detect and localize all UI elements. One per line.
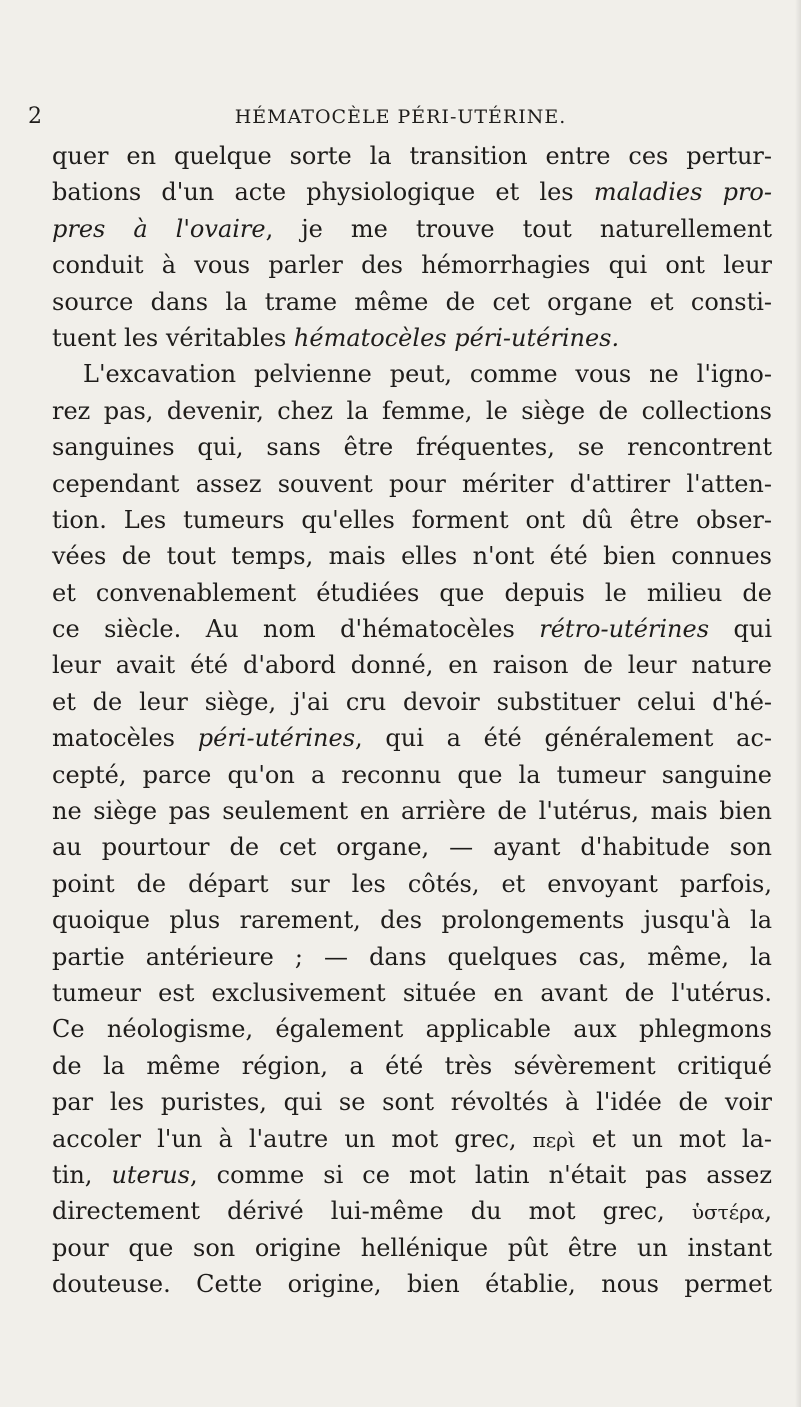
- text-line: [52, 429, 772, 465]
- text-line: [52, 138, 772, 174]
- text-line: [52, 538, 772, 574]
- text-line: [52, 1230, 772, 1266]
- text-span: rez pas, devenir, chez la femme, le siège de collections: [52, 396, 772, 425]
- text-span: point de départ sur les côtés, et envoyant parfois,: [52, 869, 772, 898]
- text-span: qui: [709, 615, 773, 644]
- text-span: , comme si ce mot latin n'était pas assez: [190, 1160, 772, 1189]
- text-span: directement dérivé lui-même du mot grec,: [52, 1197, 692, 1226]
- text-span: ce siècle. Au nom d'hématocèles: [52, 615, 540, 644]
- text-line: [52, 284, 772, 320]
- italic-span: uterus: [111, 1160, 190, 1189]
- text-line: [52, 174, 772, 210]
- text-span: Ce néologisme, également applicable aux phlegmons: [52, 1015, 772, 1044]
- text-line: [52, 211, 772, 247]
- text-span: ,: [764, 1197, 772, 1226]
- italic-span: péri-utérines: [197, 724, 356, 753]
- text-span: douteuse. Cette origine, bien établie, nous permet: [52, 1270, 772, 1299]
- text-line: [52, 1266, 772, 1302]
- text-span: au pourtour de cet organe, — ayant d'habitude son: [52, 833, 772, 862]
- running-title: HÉMATOCÈLE PÉRI-UTÉRINE.: [234, 106, 567, 128]
- text-span: quer en quelque sorte la transition entre ces pertur-: [52, 142, 772, 170]
- page-edge-shadow: [795, 0, 801, 1407]
- text-span: , qui a été généralement ac-: [355, 724, 772, 753]
- text-span: cepté, parce qu'on a reconnu que la tumeur sanguine: [52, 760, 772, 789]
- text-line: [52, 247, 772, 283]
- text-span: sanguines qui, sans être fréquentes, se rencontrent: [52, 433, 772, 462]
- text-line: [52, 320, 772, 356]
- text-span: accoler l'un à l'autre un mot grec,: [52, 1124, 533, 1153]
- text-line: [52, 393, 772, 429]
- text-line: [52, 866, 772, 902]
- text-line: [52, 1011, 772, 1047]
- text-span: par les puristes, qui se sont révoltés à l'idée de voir: [52, 1088, 772, 1117]
- text-line: [52, 939, 772, 975]
- italic-span: hématocèles péri-utérines.: [293, 323, 620, 352]
- body-text: [52, 138, 772, 1303]
- text-span: L'excavation pelvienne peut, comme vous ne l'igno-: [83, 360, 772, 389]
- text-span: source dans la trame même de cet organe et consti-: [52, 287, 772, 316]
- text-span: vées de tout temps, mais elles n'ont été bien connues: [52, 542, 772, 571]
- text-span: et convenablement étudiées que depuis le milieu de: [52, 578, 772, 607]
- text-span: pour que son origine hellénique pût être un instant: [52, 1233, 772, 1262]
- text-line: [52, 647, 772, 683]
- text-span: cependant assez souvent pour mériter d'attirer l'atten-: [52, 469, 772, 498]
- italic-span: maladies pro-: [593, 178, 772, 207]
- text-line: [52, 902, 772, 938]
- text-span: tuent les véritables: [52, 323, 294, 352]
- text-line: [52, 975, 772, 1011]
- text-line: [52, 720, 772, 756]
- text-line: [52, 1121, 772, 1157]
- text-span: de la même région, a été très sévèrement critiqué: [52, 1051, 772, 1080]
- text-span: ne siège pas seulement en arrière de l'utérus, mais bien: [52, 797, 772, 826]
- text-span: tumeur est exclusivement située en avant de l'utérus.: [52, 978, 772, 1007]
- page-number: 2: [28, 104, 43, 129]
- text-span: leur avait été d'abord donné, en raison de leur nature: [52, 651, 772, 680]
- text-line: [52, 356, 772, 392]
- text-span: matocèles: [52, 724, 198, 753]
- text-line: [52, 1193, 772, 1229]
- text-line: [52, 757, 772, 793]
- text-span: tion. Les tumeurs qu'elles forment ont dû être obser-: [52, 505, 772, 534]
- text-span: tin,: [52, 1160, 112, 1189]
- text-line: [52, 1084, 772, 1120]
- text-line: [52, 793, 772, 829]
- text-span: quoique plus rarement, des prolongements jusqu'à la: [52, 906, 772, 935]
- text-span: et un mot la-: [575, 1124, 772, 1153]
- text-line: [52, 466, 772, 502]
- greek-span: ὑστέρα: [691, 1200, 765, 1225]
- text-span: , je me trouve tout naturellement: [265, 214, 772, 243]
- text-span: et de leur siège, j'ai cru devoir substituer celui d'hé-: [52, 687, 772, 716]
- text-line: [52, 1048, 772, 1084]
- greek-span: περὶ: [532, 1127, 576, 1152]
- text-line: [52, 575, 772, 611]
- text-span: partie antérieure ; — dans quelques cas, même, la: [52, 942, 772, 971]
- italic-span: rétro-utérines: [539, 615, 710, 644]
- text-line: [52, 829, 772, 865]
- text-line: [52, 502, 772, 538]
- italic-span: pres à l'ovaire: [52, 214, 266, 243]
- text-span: conduit à vous parler des hémorrhagies qui ont leur: [52, 251, 772, 280]
- text-span: bations d'un acte physiologique et les: [52, 178, 594, 207]
- text-line: [52, 1157, 772, 1193]
- text-line: [52, 684, 772, 720]
- text-line: [52, 611, 772, 647]
